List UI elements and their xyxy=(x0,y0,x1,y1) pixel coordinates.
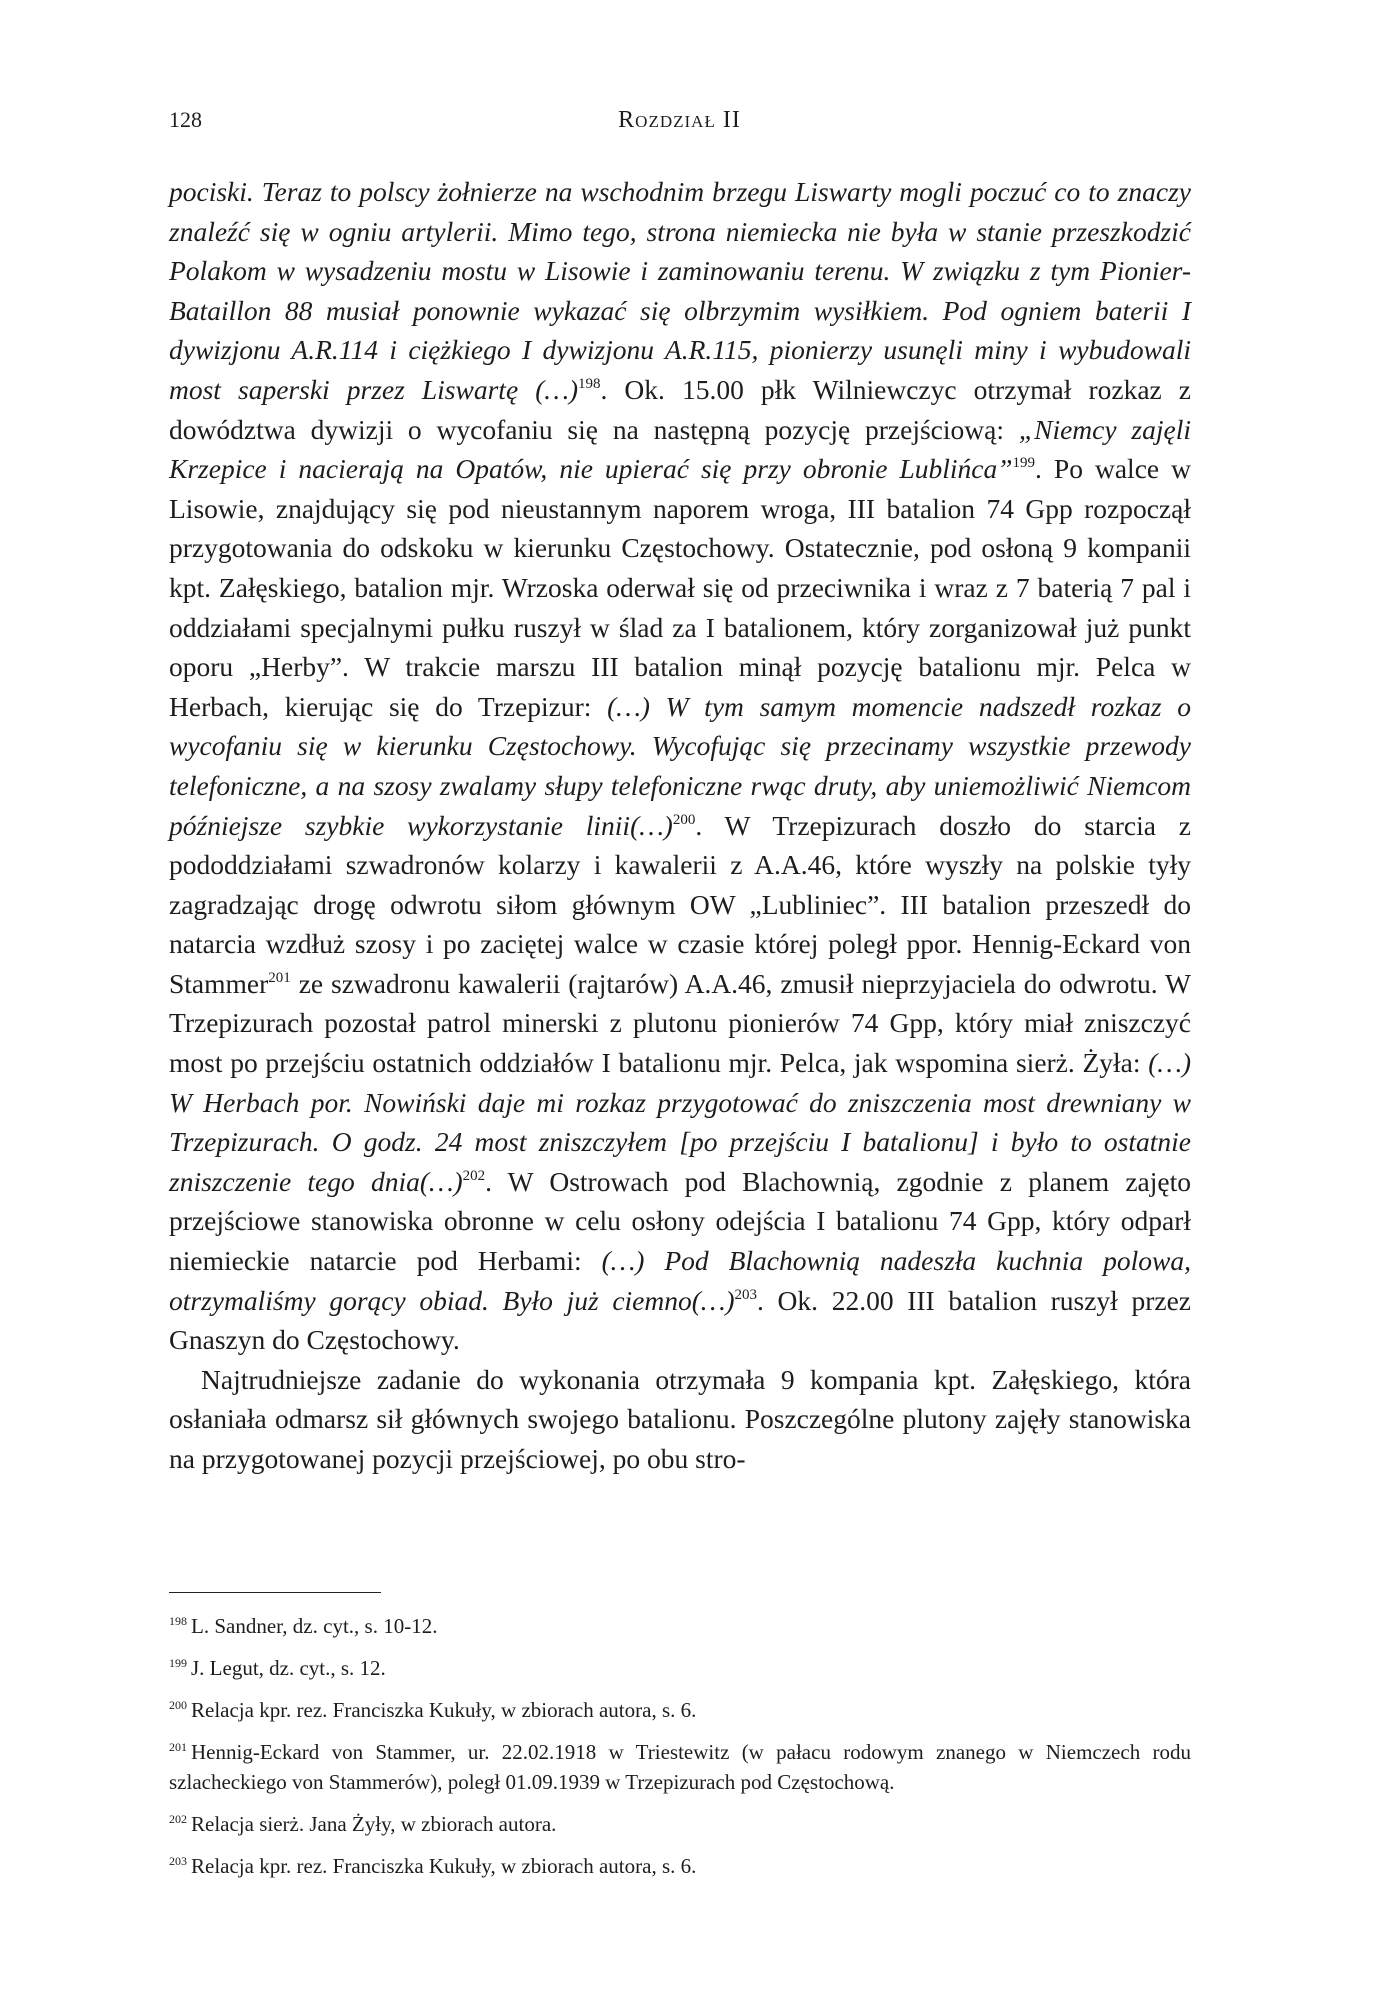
footnote-text: Relacja kpr. rez. Franciszka Kukuły, w zbiorach autora, s. 6. xyxy=(191,1854,697,1878)
italic-quote: (…) Pod Blachownią nadeszła kuchnia polowa, otrzymaliśmy gorący obiad. Było już ciemno(…) xyxy=(169,1245,1191,1316)
text: . Ok. 22.00 III batalion ruszył przez Gnaszyn do Częstochowy. xyxy=(169,1284,1192,1356)
italic-text: pociski. Teraz to polscy żołnierze na wschodnim brzegu Liswarty mogli poczuć co to znaczy znaleźć się w ogniu artylerii. Mimo tego, strona niemiecka nie była w stanie przeszkodzić Polakom w wysadzeniu mostu w Lisowie i zaminowaniu terenu. W związku z tym Pionier-Bataillon 88 musiał ponownie wykazać się olbrzymim wysiłkiem. Pod ogniem baterii I dywizjonu A.R.114 i ciężkiego I dywizjonu A.R.115, pionierzy usunęli miny i wybudowali most saperski przez Liswartę (…) xyxy=(169,176,1191,405)
footnote-number: 200 xyxy=(169,1698,187,1712)
paragraph-1 xyxy=(169,172,1191,1360)
footnotes xyxy=(169,1611,1191,1893)
page-number: 128 xyxy=(169,107,202,132)
footnote-separator xyxy=(169,1592,381,1593)
text: . W Ostrowach pod Blachownią, zgodnie z planem zajęto przejściowe stanowiska obronne w celu osłony odejścia I batalionu 74 Gpp, który odparł niemieckie natarcie pod Herbami: xyxy=(169,1165,1191,1277)
footnote-text: L. Sandner, dz. cyt., s. 10-12. xyxy=(191,1614,438,1638)
running-header xyxy=(169,100,1190,140)
text: . Po walce w Lisowie, znajdujący się pod nieustannym naporem wroga, III batalion 74 Gpp rozpoczął przygotowania do odskoku w kierunku Częstochowy. Ostatecznie, pod osłoną 9 kompanii kpt. Załęskiego, batalion mjr. Wrzoska oderwał się od przeciwnika i wraz z 7 baterią 7 pal i oddziałami specjalnymi pułku ruszył w ślad za I batalionem, który zorganizował już punkt oporu „Herby”. W trakcie marszu III batalion minął pozycję batalionu mjr. Pelca w Herbach, kierując się do Trzepizur: xyxy=(169,453,1191,722)
footnote-text: Relacja kpr. rez. Franciszka Kukuły, w zbiorach autora, s. 6. xyxy=(191,1698,697,1722)
footnote-number: 198 xyxy=(169,1614,187,1628)
italic-quote: (…) W Herbach por. Nowiński daje mi rozkaz przygotować do zniszczenia most drewniany w Trzepizurach. O godz. 24 most zniszczyłem [po przejściu I batalionu] i było to ostatnie zniszczenie tego dnia(…) xyxy=(169,1047,1191,1197)
footnote-198 xyxy=(169,1611,1191,1641)
chapter-title: Rozdział II xyxy=(618,106,741,133)
footnote-ref-201: 201 xyxy=(268,969,291,986)
footnote-number: 203 xyxy=(169,1854,187,1868)
text: . Ok. 15.00 płk Wilniewczyc otrzymał rozkaz z dowództwa dywizji o wycofaniu się na następną pozycję przejściową: xyxy=(169,373,1192,445)
footnote-ref-202: 202 xyxy=(462,1167,486,1184)
text: . W Trzepizurach doszło do starcia z pododdziałami szwadronów kolarzy i kawalerii z A.A.46, które wyszły na polskie tyły zagradzając drogę odwrotu siłom głównym OW „Lubliniec”. III batalion przeszedł do natarcia wzdłuż szosy i po zaciętej walce w czasie której poległ ppor. Hennig-Eckard von Stammer xyxy=(169,809,1192,999)
footnote-text: Relacja sierż. Jana Żyły, w zbiorach autora. xyxy=(191,1812,557,1836)
footnote-ref-198: 198 xyxy=(577,375,601,392)
footnote-203 xyxy=(169,1851,1191,1881)
footnote-201 xyxy=(169,1737,1191,1797)
footnote-200 xyxy=(169,1695,1191,1725)
footnote-ref-200: 200 xyxy=(672,811,696,828)
footnote-number: 202 xyxy=(169,1812,187,1826)
footnote-ref-203: 203 xyxy=(734,1286,758,1303)
footnote-number: 201 xyxy=(169,1740,187,1754)
italic-quote: (…) W tym samym momencie nadszedł rozkaz o wycofaniu się w kierunku Częstochowy. Wycofując się przecinamy wszystkie przewody telefoniczne, a na szosy zwalamy słupy telefoniczne rwąc druty, aby uniemożliwić Niemcom późniejsze szybkie wykorzystanie linii(…) xyxy=(169,690,1191,841)
footnote-number: 199 xyxy=(169,1656,187,1670)
italic-quote: „Niemcy zajęli Krzepice i nacierają na Opatów, nie upierać się przy obronie Lublińca” xyxy=(169,413,1192,485)
footnote-text: J. Legut, dz. cyt., s. 12. xyxy=(191,1656,386,1680)
paragraph-2: Najtrudniejsze zadanie do wykonania otrzymała 9 kompania kpt. Załęskiego, która osłaniała odmarsz sił głównych swojego batalionu. Poszczególne plutony zajęły stanowiska na przygotowanej pozycji przejściowej, po obu stro- xyxy=(169,1363,1191,1474)
text: ze szwadronu kawalerii (rajtarów) A.A.46, zmusił nieprzyjaciela do odwrotu. W Trzepizurach pozostał patrol minerski z plutonu pionierów 74 Gpp, który miał zniszczyć most po przejściu ostatnich oddziałów I batalionu mjr. Pelca, jak wspomina sierż. Żyła: xyxy=(169,967,1191,1079)
footnote-ref-199: 199 xyxy=(1012,455,1036,472)
footnote-202 xyxy=(169,1809,1191,1839)
main-text xyxy=(169,172,1191,1479)
footnote-text: Hennig-Eckard von Stammer, ur. 22.02.1918 w Triestewitz (w pałacu rodowym znanego w Niemczech rodu szlacheckiego von Stammerów), poległ 01.09.1939 w Trzepizurach pod Częstochową. xyxy=(169,1740,1191,1794)
footnote-199 xyxy=(169,1653,1191,1683)
